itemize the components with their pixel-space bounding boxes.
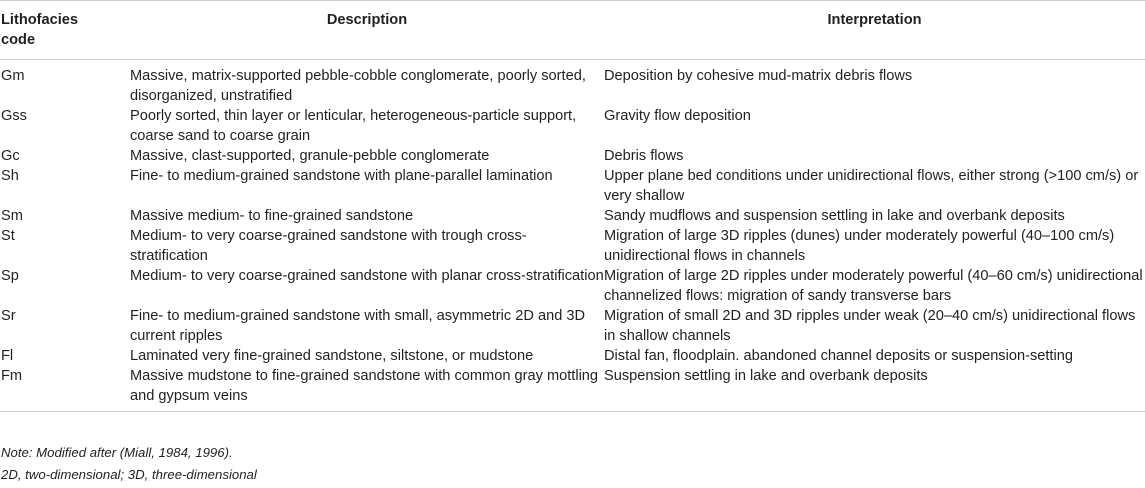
footnote-source: Note: Modified after (Miall, 1984, 1996). <box>1 445 233 460</box>
table-row <box>0 146 1145 166</box>
cell-interpretation: Suspension settling in lake and overbank deposits <box>604 366 1145 412</box>
cell-code: Fm <box>0 366 130 412</box>
footnote-abbreviations: 2D, two-dimensional; 3D, three-dimensional <box>1 467 257 482</box>
cell-interpretation: Gravity flow deposition <box>604 108 751 124</box>
cell-interpretation: Migration of small 2D and 3D ripples under weak (20–40 cm/s) unidirectional flows in shallow channels <box>604 308 1136 344</box>
cell-description: Massive, clast-supported, granule-pebble conglomerate <box>130 148 490 164</box>
table-row <box>0 166 1145 206</box>
cell-interpretation: Migration of large 3D ripples (dunes) under moderately powerful (40–100 cm/s) unidirectional flows in channels <box>604 228 1115 264</box>
table-row <box>0 366 1145 412</box>
table-row <box>0 226 1145 266</box>
cell-interpretation: Distal fan, floodplain. abandoned channel deposits or suspension-setting <box>604 348 1073 364</box>
cell-description: Laminated very fine-grained sandstone, siltstone, or mudstone <box>130 348 534 364</box>
cell-description: Medium- to very coarse-grained sandstone with planar cross-stratification <box>130 268 604 284</box>
cell-interpretation: Debris flows <box>604 148 684 164</box>
header-lithofacies-code: Lithofacies code <box>0 1 130 60</box>
table-header <box>0 1 1145 60</box>
cell-description: Poorly sorted, thin layer or lenticular, heterogeneous-particle support, coarse sand to coarse grain <box>130 108 577 144</box>
cell-code: Gss <box>1 108 27 124</box>
cell-description: Massive, matrix-supported pebble-cobble conglomerate, poorly sorted, disorganized, unstratified <box>130 68 586 104</box>
header-row <box>0 1 1145 60</box>
header-description: Description <box>130 1 604 60</box>
cell-description: Medium- to very coarse-grained sandstone with trough cross-stratification <box>130 228 527 264</box>
table-row <box>0 206 1145 226</box>
cell-description: Fine- to medium-grained sandstone with small, asymmetric 2D and 3D current ripples <box>130 308 586 344</box>
table-body <box>0 60 1145 412</box>
table-footnotes <box>1 442 257 486</box>
cell-code: Sp <box>1 268 19 284</box>
cell-code: Sh <box>1 168 19 184</box>
cell-interpretation: Sandy mudflows and suspension settling in lake and overbank deposits <box>604 208 1065 224</box>
cell-code: St <box>1 228 15 244</box>
table-row <box>0 346 1145 366</box>
cell-code: Gm <box>1 68 25 84</box>
cell-code: Gc <box>1 148 20 164</box>
cell-description: Fine- to medium-grained sandstone with plane-parallel lamination <box>130 168 553 184</box>
cell-interpretation: Deposition by cohesive mud-matrix debris flows <box>604 68 913 84</box>
cell-code: Fl <box>1 348 14 364</box>
table-row <box>0 306 1145 346</box>
cell-description: Massive mudstone to fine-grained sandstone with common gray mottling and gypsum veins <box>130 366 604 412</box>
cell-description: Massive medium- to fine-grained sandstone <box>130 208 414 224</box>
cell-interpretation: Upper plane bed conditions under unidirectional flows, either strong (>100 cm/s) or very shallow <box>604 168 1139 204</box>
cell-code: Sm <box>1 208 23 224</box>
table-row <box>0 266 1145 306</box>
cell-interpretation: Migration of large 2D ripples under moderately powerful (40–60 cm/s) unidirectional channelized flows: migration of sandy transverse bars <box>604 268 1143 304</box>
table-row <box>0 60 1145 107</box>
header-interpretation: Interpretation <box>604 1 1145 60</box>
table-row <box>0 106 1145 146</box>
cell-code: Sr <box>1 308 16 324</box>
